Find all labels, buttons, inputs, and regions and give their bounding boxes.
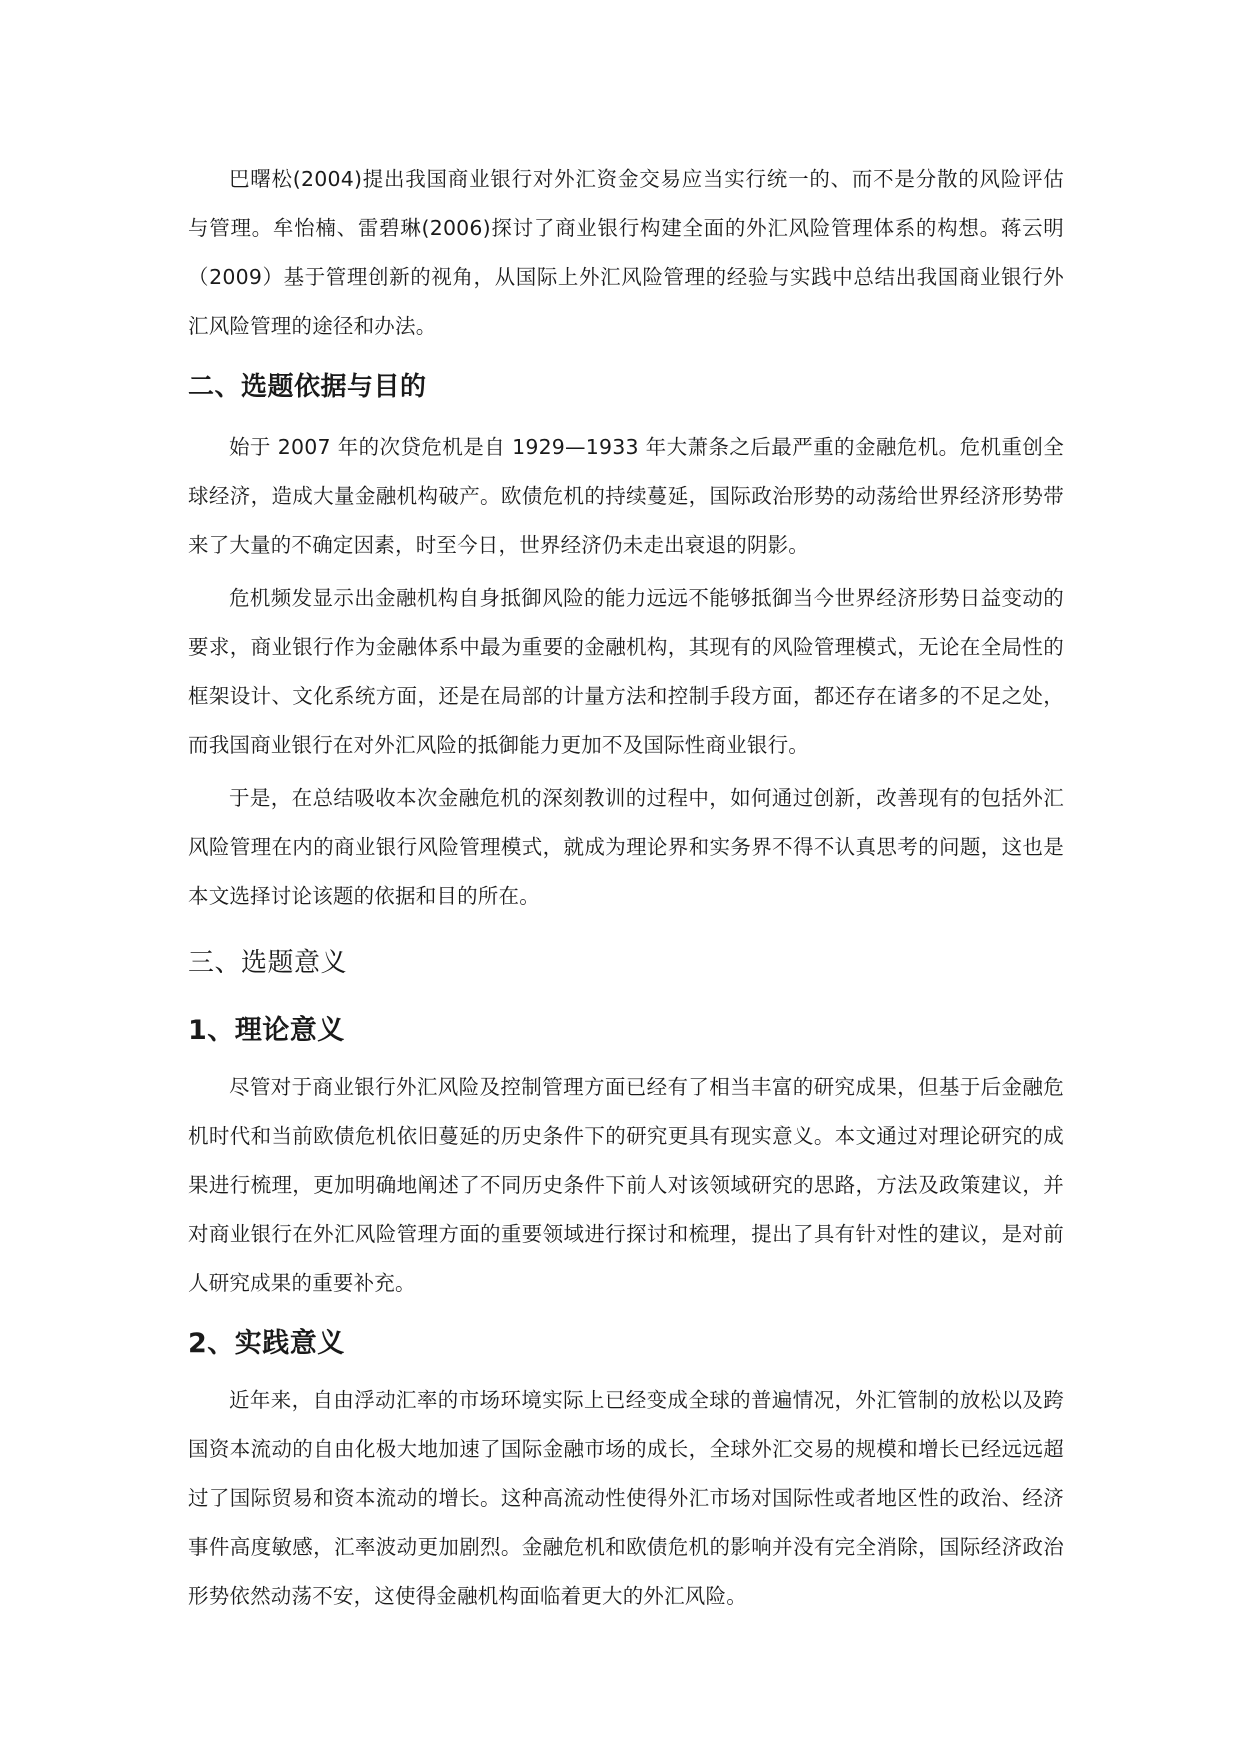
section-heading-basis: 二、选题依据与目的: [188, 372, 427, 402]
subheading-practice: 2、实践意义: [188, 1328, 345, 1359]
section-heading-significance: 三、选题意义: [188, 948, 348, 978]
spacer: [188, 921, 1064, 931]
document-page: [188, 155, 1064, 1621]
subheading-theory: 1、理论意义: [188, 1015, 345, 1046]
basis-paragraph-1: 始于 2007 年的次贷危机是自 1929—1933 年大萧条之后最严重的金融危机。危机重创全球经济，造成大量金融机构破产。欧债危机的持续蔓延，国际政治形势的动荡给世界经济形势带来了大量的不确定因素，时至今日，世界经济仍未走出衰退的阴影。: [188, 435, 1064, 557]
intro-paragraph: 巴曙松(2004)提出我国商业银行对外汇资金交易应当实行统一的、而不是分散的风险评估与管理。牟怡楠、雷碧琳(2006)探讨了商业银行构建全面的外汇风险管理体系的构想。蒋云明（2009）基于管理创新的视角，从国际上外汇风险管理的经验与实践中总结出我国商业银行外汇风险管理的途径和办法。: [188, 167, 1064, 338]
basis-paragraph-3: 于是，在总结吸收本次金融危机的深刻教训的过程中，如何通过创新，改善现有的包括外汇风险管理在内的商业银行风险管理模式，就成为理论界和实务界不得不认真思考的问题，这也是本文选择讨论该题的依据和目的所在。: [188, 786, 1064, 908]
basis-paragraph-2: 危机频发显示出金融机构自身抵御风险的能力远远不能够抵御当今世界经济形势日益变动的要求，商业银行作为金融体系中最为重要的金融机构，其现有的风险管理模式，无论在全局性的框架设计、文化系统方面，还是在局部的计量方法和控制手段方面，都还存在诸多的不足之处，而我国商业银行在对外汇风险的抵御能力更加不及国际性商业银行。: [188, 586, 1064, 757]
theory-paragraph: 尽管对于商业银行外汇风险及控制管理方面已经有了相当丰富的研究成果，但基于后金融危机时代和当前欧债危机依旧蔓延的历史条件下的研究更具有现实意义。本文通过对理论研究的成果进行梳理，更加明确地阐述了不同历史条件下前人对该领域研究的思路，方法及政策建议，并对商业银行在外汇风险管理方面的重要领域进行探讨和梳理，提出了具有针对性的建议，是对前人研究成果的重要补充。: [188, 1075, 1064, 1295]
practice-paragraph: 近年来，自由浮动汇率的市场环境实际上已经变成全球的普遍情况，外汇管制的放松以及跨国资本流动的自由化极大地加速了国际金融市场的成长，全球外汇交易的规模和增长已经远远超过了国际贸易和资本流动的增长。这种高流动性使得外汇市场对国际性或者地区性的政治、经济事件高度敏感，汇率波动更加剧烈。金融危机和欧债危机的影响并没有完全消除，国际经济政治形势依然动荡不安，这使得金融机构面临着更大的外汇风险。: [188, 1388, 1064, 1608]
